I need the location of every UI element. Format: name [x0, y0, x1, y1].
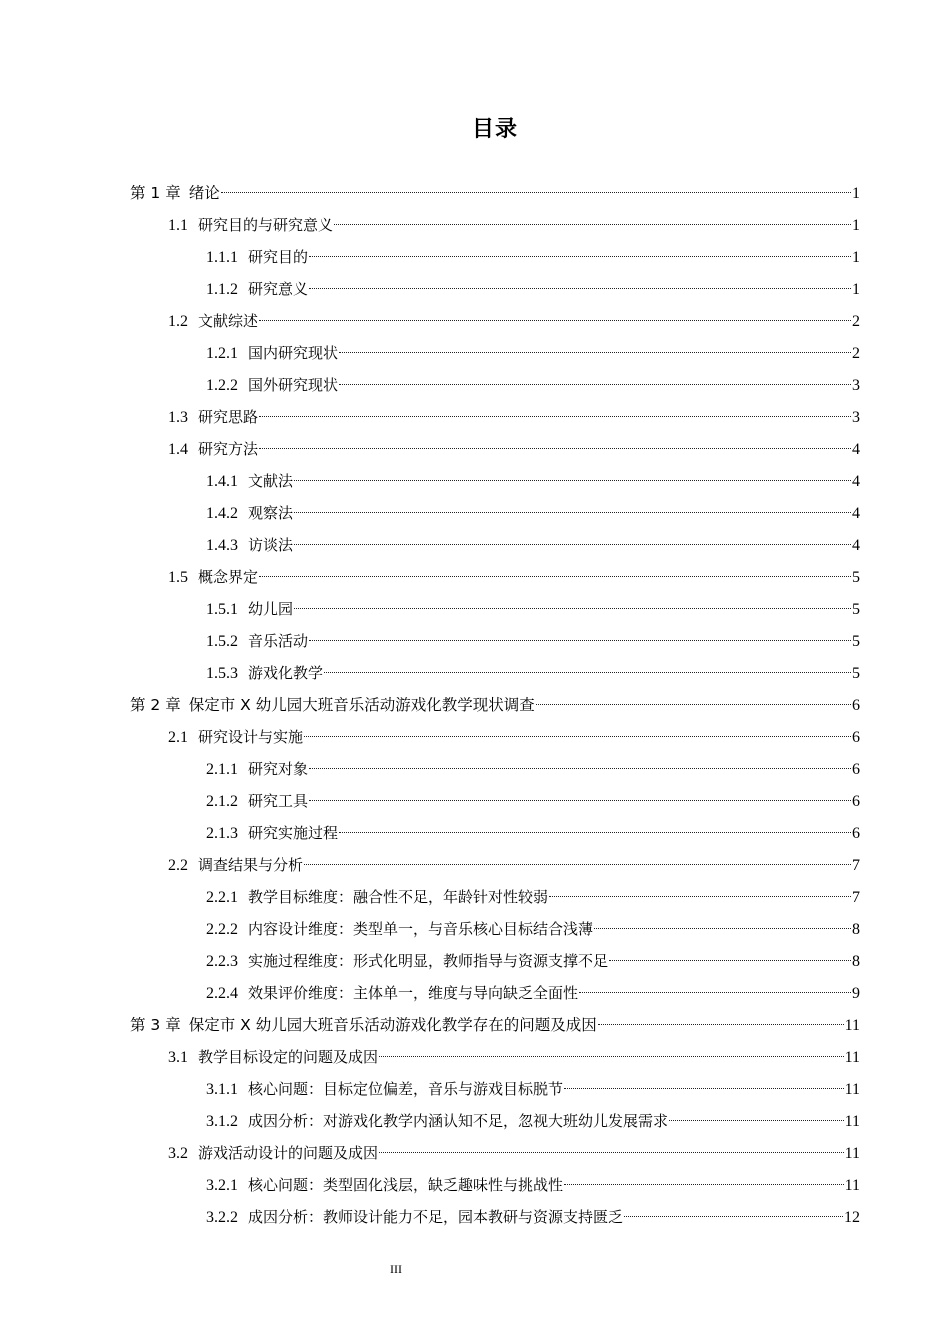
- toc-entry[interactable]: [0, 369, 950, 401]
- toc-row-level-3[interactable]: [206, 1173, 860, 1197]
- toc-entry[interactable]: [0, 529, 950, 561]
- toc-entry-page: 11: [844, 1017, 860, 1034]
- dot-leader: [221, 192, 851, 193]
- toc-entry-number: 2.2.2: [206, 921, 238, 938]
- toc-entry-number: 2.1: [168, 729, 188, 746]
- table-of-contents: [0, 177, 950, 1233]
- toc-entry[interactable]: [0, 881, 950, 913]
- dot-leader: [669, 1120, 844, 1121]
- toc-entry-page: 4: [852, 473, 860, 490]
- dot-leader: [304, 864, 851, 865]
- toc-row-level-2[interactable]: [168, 1141, 860, 1165]
- toc-entry-title: 教学目标维度：融合性不足，年龄针对性较弱: [248, 888, 549, 906]
- toc-row-level-2[interactable]: [168, 565, 860, 589]
- toc-entry-page: 4: [852, 537, 860, 554]
- toc-row-level-3[interactable]: [206, 821, 860, 845]
- toc-entry-page: 11: [844, 1049, 860, 1066]
- toc-entry[interactable]: [0, 913, 950, 945]
- toc-entry-page: 4: [852, 441, 860, 458]
- dot-leader: [564, 1088, 844, 1089]
- dot-leader: [294, 480, 851, 481]
- toc-entry-page: 8: [852, 953, 860, 970]
- toc-row-level-2[interactable]: [168, 437, 860, 461]
- dot-leader: [536, 704, 851, 705]
- toc-entry[interactable]: [0, 817, 950, 849]
- toc-entry-title: 访谈法: [248, 536, 294, 554]
- toc-entry[interactable]: [0, 1201, 950, 1233]
- toc-entry-page: 7: [852, 889, 860, 906]
- toc-row-level-3[interactable]: [206, 917, 860, 941]
- toc-entry-number: 1.4.1: [206, 473, 238, 490]
- toc-entry-title: 文献法: [248, 472, 294, 490]
- toc-entry[interactable]: [0, 753, 950, 785]
- toc-entry[interactable]: [0, 689, 950, 721]
- toc-entry-page: 1: [852, 217, 860, 234]
- toc-entry[interactable]: [0, 401, 950, 433]
- toc-entry-page: 4: [852, 505, 860, 522]
- toc-entry[interactable]: [0, 1009, 950, 1041]
- toc-entry-page: 2: [852, 345, 860, 362]
- toc-entry-page: 8: [852, 921, 860, 938]
- toc-entry[interactable]: [0, 1073, 950, 1105]
- toc-entry-number: 1.2: [168, 313, 188, 330]
- toc-entry-number: 2.2: [168, 857, 188, 874]
- toc-entry-number: 2.2.4: [206, 985, 238, 1002]
- dot-leader: [379, 1056, 844, 1057]
- toc-entry-page: 5: [852, 665, 860, 682]
- toc-entry-title: 保定市 X 幼儿园大班音乐活动游戏化教学存在的问题及成因: [188, 1016, 597, 1034]
- toc-entry-title: 国内研究现状: [248, 344, 339, 362]
- toc-entry-number: 3.1: [168, 1049, 188, 1066]
- toc-entry[interactable]: [0, 721, 950, 753]
- toc-entry[interactable]: [0, 785, 950, 817]
- toc-row-level-2[interactable]: [168, 725, 860, 749]
- dot-leader: [379, 1152, 844, 1153]
- toc-entry-page: 3: [852, 377, 860, 394]
- toc-row-level-3[interactable]: [206, 533, 860, 557]
- dot-leader: [339, 832, 851, 833]
- toc-entry-page: 1: [852, 185, 860, 202]
- toc-entry[interactable]: [0, 241, 950, 273]
- toc-entry[interactable]: [0, 465, 950, 497]
- toc-entry[interactable]: [0, 849, 950, 881]
- toc-entry-page: 11: [844, 1113, 860, 1130]
- toc-row-level-3[interactable]: [206, 469, 860, 493]
- toc-entry-title: 实施过程维度：形式化明显，教师指导与资源支撑不足: [248, 952, 609, 970]
- toc-entry-title: 研究目的与研究意义: [198, 216, 334, 234]
- toc-entry-title: 音乐活动: [248, 632, 309, 650]
- toc-entry[interactable]: [0, 497, 950, 529]
- toc-entry-number: 3.2.1: [206, 1177, 238, 1194]
- toc-entry-page: 11: [844, 1177, 860, 1194]
- toc-row-level-3[interactable]: [206, 885, 860, 909]
- dot-leader: [294, 544, 851, 545]
- toc-row-level-3[interactable]: [206, 1109, 860, 1133]
- toc-entry-title: 游戏活动设计的问题及成因: [198, 1144, 379, 1162]
- dot-leader: [339, 384, 851, 385]
- toc-entry-page: 6: [852, 729, 860, 746]
- dot-leader: [594, 928, 851, 929]
- toc-entry-number: 1.2.1: [206, 345, 238, 362]
- toc-row-level-2[interactable]: [168, 1045, 860, 1069]
- toc-entry-number: 第 1 章: [130, 184, 181, 202]
- toc-row-level-2[interactable]: [168, 405, 860, 429]
- toc-entry-title: 研究对象: [248, 760, 309, 778]
- dot-leader: [309, 288, 851, 289]
- toc-entry-title: 研究工具: [248, 792, 309, 810]
- toc-entry-page: 11: [844, 1081, 860, 1098]
- toc-row-level-3[interactable]: [206, 597, 860, 621]
- toc-entry-title: 研究目的: [248, 248, 309, 266]
- toc-row-level-2[interactable]: [168, 853, 860, 877]
- dot-leader: [339, 352, 851, 353]
- toc-row-level-3[interactable]: [206, 757, 860, 781]
- toc-row-level-3[interactable]: [206, 277, 860, 301]
- toc-entry-number: 3.2.2: [206, 1209, 238, 1226]
- toc-row-level-2[interactable]: [168, 213, 860, 237]
- dot-leader: [309, 640, 851, 641]
- toc-entry-number: 1.5.3: [206, 665, 238, 682]
- toc-entry[interactable]: [0, 1169, 950, 1201]
- toc-entry-title: 效果评价维度：主体单一，维度与导向缺乏全面性: [248, 984, 579, 1002]
- toc-entry[interactable]: [0, 593, 950, 625]
- dot-leader: [309, 256, 851, 257]
- toc-entry-page: 11: [844, 1145, 860, 1162]
- dot-leader: [294, 512, 851, 513]
- dot-leader: [334, 224, 851, 225]
- toc-row-level-3[interactable]: [206, 1077, 860, 1101]
- toc-entry-number: 第 2 章: [130, 696, 181, 714]
- toc-entry[interactable]: [0, 561, 950, 593]
- toc-row-level-1[interactable]: [130, 693, 860, 717]
- toc-entry-title: 研究思路: [198, 408, 259, 426]
- toc-entry-number: 第 3 章: [130, 1016, 181, 1034]
- toc-entry-page: 5: [852, 601, 860, 618]
- toc-entry-page: 1: [852, 249, 860, 266]
- toc-entry-number: 3.1.2: [206, 1113, 238, 1130]
- dot-leader: [309, 768, 851, 769]
- toc-entry-number: 1.2.2: [206, 377, 238, 394]
- toc-row-level-3[interactable]: [206, 629, 860, 653]
- toc-entry-page: 5: [852, 633, 860, 650]
- toc-entry-page: 6: [852, 697, 860, 714]
- toc-entry[interactable]: [0, 977, 950, 1009]
- dot-leader: [259, 416, 851, 417]
- dot-leader: [598, 1024, 844, 1025]
- toc-row-level-1[interactable]: [130, 181, 860, 205]
- toc-entry[interactable]: [0, 657, 950, 689]
- dot-leader: [609, 960, 851, 961]
- toc-row-level-3[interactable]: [206, 789, 860, 813]
- toc-row-level-3[interactable]: [206, 981, 860, 1005]
- toc-entry-page: 1: [852, 281, 860, 298]
- toc-entry-title: 国外研究现状: [248, 376, 339, 394]
- toc-entry-number: 2.1.2: [206, 793, 238, 810]
- toc-entry-number: 2.1.3: [206, 825, 238, 842]
- toc-entry-number: 1.1: [168, 217, 188, 234]
- toc-entry-title: 保定市 X 幼儿园大班音乐活动游戏化教学现状调查: [188, 696, 535, 714]
- toc-entry-number: 1.4.3: [206, 537, 238, 554]
- toc-entry-number: 1.1.1: [206, 249, 238, 266]
- toc-entry-title: 研究意义: [248, 280, 309, 298]
- toc-entry-title: 研究实施过程: [248, 824, 339, 842]
- toc-entry-title: 成因分析：对游戏化教学内涵认知不足，忽视大班幼儿发展需求: [248, 1112, 669, 1130]
- toc-entry-title: 研究设计与实施: [198, 728, 304, 746]
- dot-leader: [304, 736, 851, 737]
- toc-entry-title: 文献综述: [198, 312, 259, 330]
- toc-entry[interactable]: [0, 337, 950, 369]
- toc-entry-title: 成因分析：教师设计能力不足，园本教研与资源支持匮乏: [248, 1208, 624, 1226]
- toc-entry-page: 2: [852, 313, 860, 330]
- dot-leader: [309, 800, 851, 801]
- toc-entry-number: 1.1.2: [206, 281, 238, 298]
- toc-row-level-3[interactable]: [206, 949, 860, 973]
- dot-leader: [564, 1184, 844, 1185]
- toc-entry-title: 幼儿园: [248, 600, 294, 618]
- page-number: III: [390, 1262, 402, 1276]
- toc-entry-title: 概念界定: [198, 568, 259, 586]
- toc-row-level-3[interactable]: [206, 1205, 860, 1229]
- toc-row-level-2[interactable]: [168, 309, 860, 333]
- toc-row-level-1[interactable]: [130, 1013, 860, 1037]
- toc-entry[interactable]: [0, 433, 950, 465]
- toc-entry-page: 7: [852, 857, 860, 874]
- toc-entry[interactable]: [0, 305, 950, 337]
- toc-entry-number: 3.1.1: [206, 1081, 238, 1098]
- dot-leader: [549, 896, 851, 897]
- toc-entry[interactable]: [0, 1137, 950, 1169]
- dot-leader: [324, 672, 851, 673]
- toc-entry[interactable]: [0, 625, 950, 657]
- toc-row-level-3[interactable]: [206, 341, 860, 365]
- toc-row-level-3[interactable]: [206, 245, 860, 269]
- toc-entry-page: 12: [844, 1209, 860, 1226]
- toc-entry-page: 3: [852, 409, 860, 426]
- toc-entry-page: 5: [852, 569, 860, 586]
- toc-entry[interactable]: [0, 209, 950, 241]
- toc-row-level-3[interactable]: [206, 373, 860, 397]
- toc-entry-title: 观察法: [248, 504, 294, 522]
- toc-entry-title: 核心问题：类型固化浅层，缺乏趣味性与挑战性: [248, 1176, 564, 1194]
- toc-entry-number: 1.3: [168, 409, 188, 426]
- toc-entry-number: 3.2: [168, 1145, 188, 1162]
- toc-entry[interactable]: [0, 945, 950, 977]
- dot-leader: [259, 448, 851, 449]
- toc-entry[interactable]: [0, 1105, 950, 1137]
- toc-entry-number: 1.5: [168, 569, 188, 586]
- toc-entry-page: 6: [852, 793, 860, 810]
- toc-entry-title: 绪论: [188, 184, 220, 202]
- toc-entry-number: 1.5.2: [206, 633, 238, 650]
- page-title: 目录: [471, 117, 518, 142]
- toc-entry-title: 内容设计维度：类型单一，与音乐核心目标结合浅薄: [248, 920, 594, 938]
- toc-entry[interactable]: [0, 273, 950, 305]
- toc-entry-title: 研究方法: [198, 440, 259, 458]
- toc-entry-number: 2.2.3: [206, 953, 238, 970]
- toc-entry-title: 调查结果与分析: [198, 856, 304, 874]
- dot-leader: [259, 576, 851, 577]
- dot-leader: [579, 992, 851, 993]
- dot-leader: [624, 1216, 843, 1217]
- dot-leader: [259, 320, 851, 321]
- toc-entry-title: 游戏化教学: [248, 664, 324, 682]
- toc-entry-number: 1.4: [168, 441, 188, 458]
- toc-entry-number: 1.5.1: [206, 601, 238, 618]
- toc-entry-page: 6: [852, 761, 860, 778]
- toc-entry-page: 9: [852, 985, 860, 1002]
- toc-entry-number: 1.4.2: [206, 505, 238, 522]
- toc-entry-page: 6: [852, 825, 860, 842]
- toc-entry-title: 教学目标设定的问题及成因: [198, 1048, 379, 1066]
- dot-leader: [294, 608, 851, 609]
- toc-row-level-3[interactable]: [206, 501, 860, 525]
- toc-row-level-3[interactable]: [206, 661, 860, 685]
- toc-entry-number: 2.2.1: [206, 889, 238, 906]
- toc-entry-number: 2.1.1: [206, 761, 238, 778]
- toc-entry[interactable]: [0, 1041, 950, 1073]
- toc-entry[interactable]: [0, 177, 950, 209]
- toc-entry-title: 核心问题：目标定位偏差，音乐与游戏目标脱节: [248, 1080, 564, 1098]
